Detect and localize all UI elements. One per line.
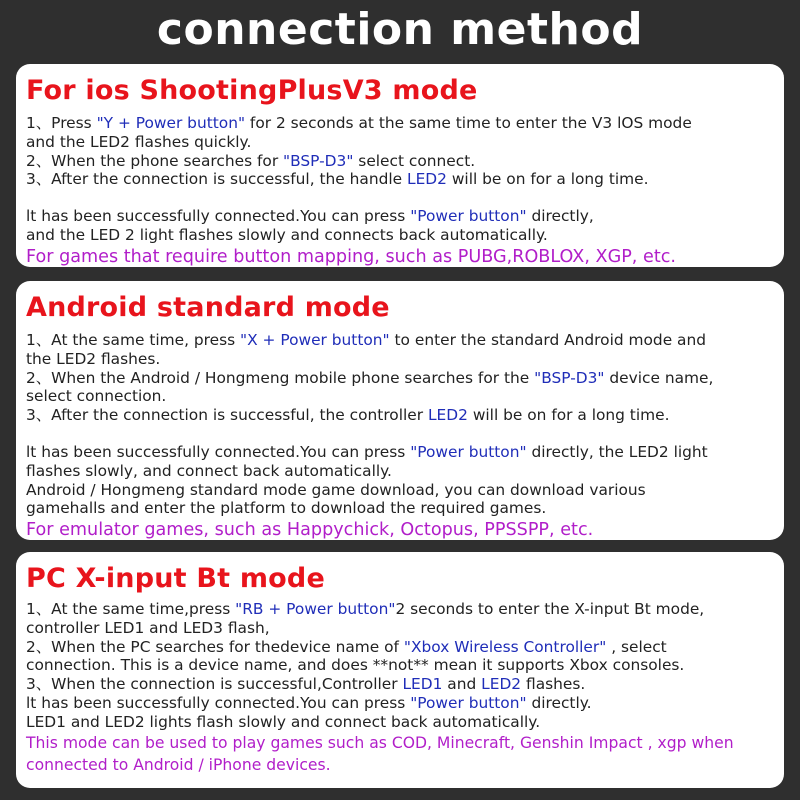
ios-reconnect-text: lt has been successfully connected.You can press	[26, 207, 411, 226]
pc-reconnect-text: lt has been successfully connected.You can press	[26, 693, 411, 712]
android-games-note: For emulator games, such as Happychick, Octopus, PPSSPP, etc.	[26, 520, 594, 541]
ios-reconnect	[26, 207, 774, 226]
pc-step-2-text: 2、When the PC searches for thedevice name of	[26, 637, 404, 656]
ios-step-2	[26, 152, 774, 171]
pc-step-2-cont: connection. This is a device name, and does **not** mean it supports Xbox consoles.	[26, 656, 685, 675]
android-reconnect-rest: directly, the LED2 light	[526, 442, 708, 461]
android-reconnect	[26, 443, 774, 462]
android-step-1-cont: the LED2 flashes.	[26, 349, 161, 368]
android-download-info: Android / Hongmeng standard mode game download, you can download various	[26, 480, 646, 499]
android-step-3-rest: will be on for a long time.	[467, 406, 670, 425]
android-step-3	[26, 406, 774, 425]
pc-step-3	[26, 675, 774, 694]
android-power-key: "Power button"	[410, 442, 527, 461]
pc-step-1-text: 1、At the same time,press	[26, 600, 236, 618]
pc-mode-card	[16, 552, 784, 788]
android-step-3-text: 3、After the connection is successful, the controller	[26, 406, 428, 425]
android-step-2-rest: device name,	[604, 368, 714, 387]
android-step-2-text: 2、When the Android / Hongmeng mobile phone searches for the	[26, 368, 535, 387]
ios-step-3-text: 3、After the connection is successful, the handle	[26, 170, 407, 189]
ios-step-1-rest: for 2 seconds at the same time to enter the V3 lOS mode	[245, 114, 692, 132]
pc-mode-heading: PC X-input Bt mode	[26, 563, 325, 594]
android-device-name: "BSP-D3"	[534, 368, 605, 387]
ios-games-note: For games that require button mapping, such as PUBG,ROBLOX, XGP, etc.	[26, 246, 676, 267]
ios-reconnect-cont: and the LED 2 light flashes slowly and connects back automatically.	[26, 225, 548, 244]
android-reconnect-cont: flashes slowly, and connect back automatically.	[26, 461, 392, 480]
android-step-2	[26, 369, 774, 388]
android-mode-heading: Android standard mode	[26, 292, 390, 323]
pc-reconnect-cont: LED1 and LED2 lights flash slowly and connect back automatically.	[26, 712, 541, 731]
pc-step-1-key: "RB + Power button"	[235, 600, 396, 618]
page-title: connection method	[156, 4, 644, 55]
android-step-1-rest: to enter the standard Android mode and	[389, 331, 707, 349]
pc-step-3-and: and	[442, 675, 482, 694]
ios-device-name: "BSP-D3"	[283, 151, 354, 170]
android-download-info-cont: gamehalls and enter the platform to download the required games.	[26, 499, 547, 518]
ios-step-1-text: 1、Press	[26, 114, 97, 132]
ios-power-key: "Power button"	[410, 207, 527, 226]
pc-games-note: This mode can be used to play games such as COD, Minecraft, Genshin Impact , xgp when	[26, 733, 734, 752]
pc-step-2-rest: , select	[606, 637, 667, 656]
android-mode-card	[16, 281, 784, 540]
pc-reconnect	[26, 694, 774, 713]
pc-led2-label: LED2	[481, 675, 522, 694]
ios-mode-card	[16, 64, 784, 267]
android-led-label: LED2	[427, 406, 468, 425]
ios-mode-heading: For ios ShootingPlusV3 mode	[26, 75, 478, 106]
android-step-1-text: 1、At the same time, press	[26, 331, 241, 349]
pc-device-name: "Xbox Wireless Controller"	[403, 637, 607, 656]
android-step-1-key: "X + Power button"	[240, 331, 390, 349]
ios-step-3	[26, 170, 774, 189]
pc-step-2	[26, 638, 774, 657]
pc-step-1-cont: controller LED1 and LED3 flash,	[26, 618, 270, 637]
pc-power-key: "Power button"	[410, 693, 527, 712]
pc-led1-label: LED1	[402, 675, 443, 694]
ios-step-3-rest: will be on for a long time.	[446, 170, 649, 189]
ios-step-2-text: 2、When the phone searches for	[26, 151, 284, 170]
pc-step-1	[26, 600, 774, 619]
pc-reconnect-rest: directly.	[526, 693, 592, 712]
android-reconnect-text: lt has been successfully connected.You can press	[26, 442, 411, 461]
pc-step-3-text: 3、When the connection is successful,Controller	[26, 675, 403, 694]
ios-led-label: LED2	[407, 170, 447, 189]
ios-step-1-key: "Y + Power button"	[96, 114, 246, 132]
ios-step-2-rest: select connect.	[353, 151, 476, 170]
ios-step-1	[26, 114, 774, 133]
pc-step-1-rest: 2 seconds to enter the X-input Bt mode,	[395, 600, 705, 618]
ios-reconnect-rest: directly,	[526, 207, 594, 226]
pc-step-3-rest: flashes.	[521, 675, 586, 694]
android-step-1	[26, 331, 774, 350]
ios-step-1-cont: and the LED2 flashes quickly.	[26, 132, 252, 151]
pc-games-note-cont: connected to Android / iPhone devices.	[26, 755, 331, 774]
android-step-2-cont: select connection.	[26, 387, 167, 406]
